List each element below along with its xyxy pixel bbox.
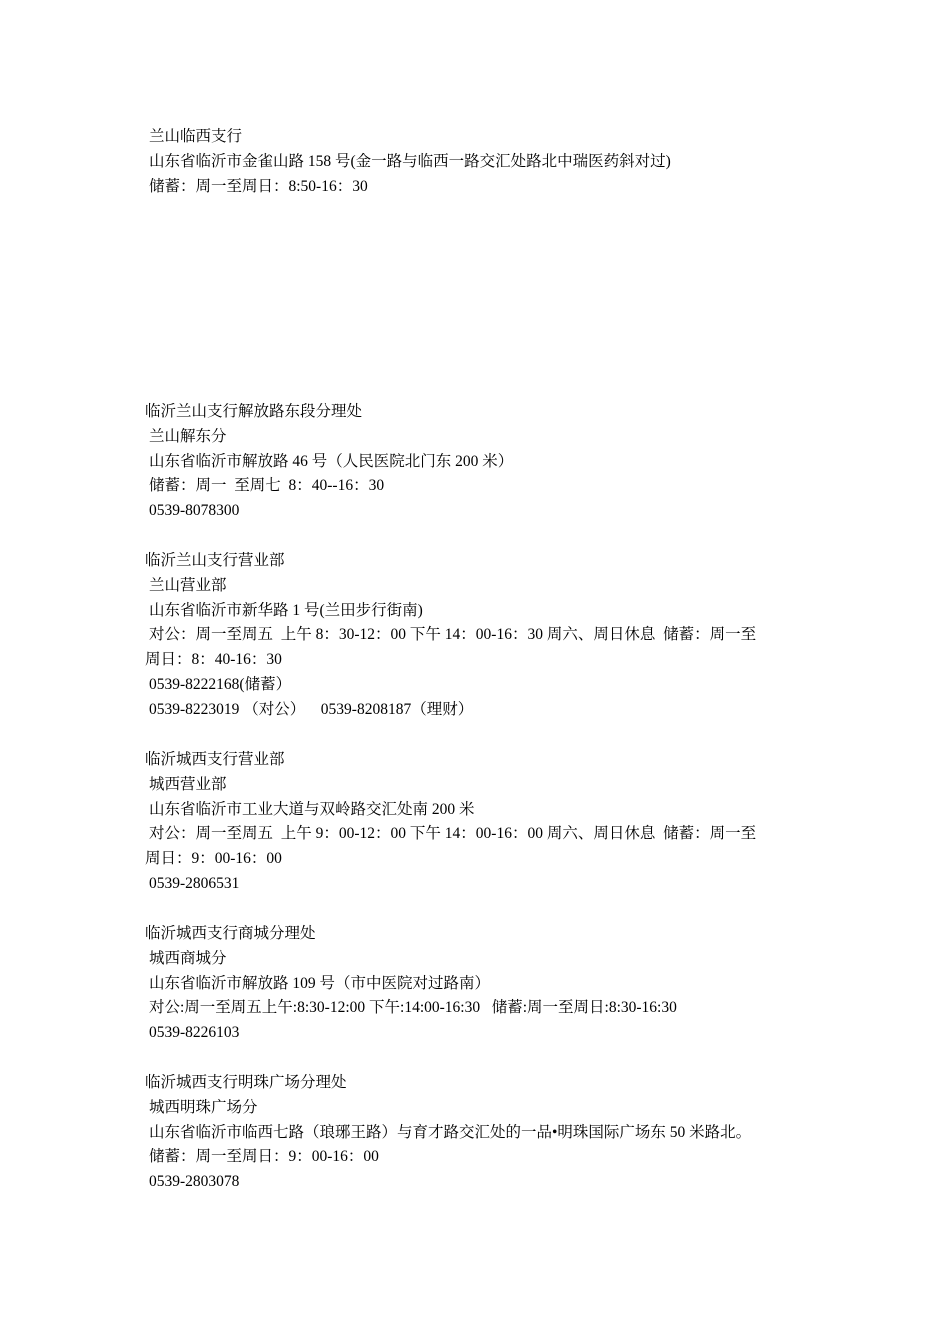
branch-entry — [145, 1071, 815, 1195]
branch-address: 山东省临沂市临西七路（琅琊王路）与育才路交汇处的一品•明珠国际广场东 50 米路北。 — [149, 1123, 752, 1141]
branch-hours: 储蓄：周一 至周七 8：40--16：30 — [149, 477, 385, 495]
branch-phone: 0539-8078300 — [149, 502, 240, 520]
branch-name: 临沂兰山支行营业部 — [145, 552, 285, 569]
branch-short-name: 兰山解东分 — [149, 427, 227, 445]
branch-name: 临沂城西支行明珠广场分理处 — [145, 1074, 347, 1091]
branch-entry — [145, 748, 815, 897]
branch-phone-secondary: 0539-8223019 （对公） 0539-8208187（理财） — [149, 700, 474, 718]
branch-entry — [145, 922, 815, 1046]
branch-address: 山东省临沂市解放路 46 号（人民医院北门东 200 米） — [149, 452, 514, 470]
branch-short-name: 城西商城分 — [149, 949, 227, 967]
branch-address: 山东省临沂市工业大道与双岭路交汇处南 200 米 — [149, 800, 475, 818]
branch-phone: 0539-2806531 — [149, 874, 240, 892]
branch-name: 临沂城西支行营业部 — [145, 751, 285, 768]
branch-hours: 储蓄：周一至周日：9：00-16：00 — [149, 1148, 379, 1166]
branch-short-name: 兰山临西支行 — [149, 128, 243, 145]
branch-name: 临沂城西支行商城分理处 — [145, 925, 316, 942]
branch-short-name: 城西明珠广场分 — [149, 1098, 258, 1116]
branch-short-name: 城西营业部 — [149, 775, 227, 793]
branch-phone: 0539-2803078 — [149, 1173, 240, 1191]
branch-hours: 对公：周一至周五 上午 9：00-12：00 下午 14：00-16：00 周六、周日休息 储蓄：周一至 — [149, 825, 757, 843]
branch-short-name: 兰山营业部 — [149, 576, 227, 594]
branch-entry — [145, 125, 815, 199]
branch-hours-continued: 周日：9：00-16：00 — [145, 850, 282, 868]
branch-hours: 对公：周一至周五 上午 8：30-12：00 下午 14：00-16：30 周六、周日休息 储蓄：周一至 — [149, 626, 757, 644]
branch-address: 山东省临沂市金雀山路 158 号(金一路与临西一路交汇处路北中瑞医药斜对过) — [149, 152, 671, 170]
branch-hours: 对公:周一至周五上午:8:30-12:00 下午:14:00-16:30 储蓄:周一至周日:8:30-16:30 — [149, 999, 677, 1017]
branch-entry — [145, 400, 815, 524]
branch-hours: 储蓄：周一至周日：8:50-16：30 — [149, 177, 368, 195]
branch-address: 山东省临沂市解放路 109 号（市中医院对过路南） — [149, 974, 491, 992]
branch-phone: 0539-8222168(储蓄） — [149, 675, 292, 693]
branch-name: 临沂兰山支行解放路东段分理处 — [145, 403, 363, 420]
branch-hours-continued: 周日：8：40-16：30 — [145, 651, 282, 669]
branch-address: 山东省临沂市新华路 1 号(兰田步行街南) — [149, 601, 423, 619]
branch-phone: 0539-8226103 — [149, 1024, 240, 1042]
branch-entry — [145, 549, 815, 723]
